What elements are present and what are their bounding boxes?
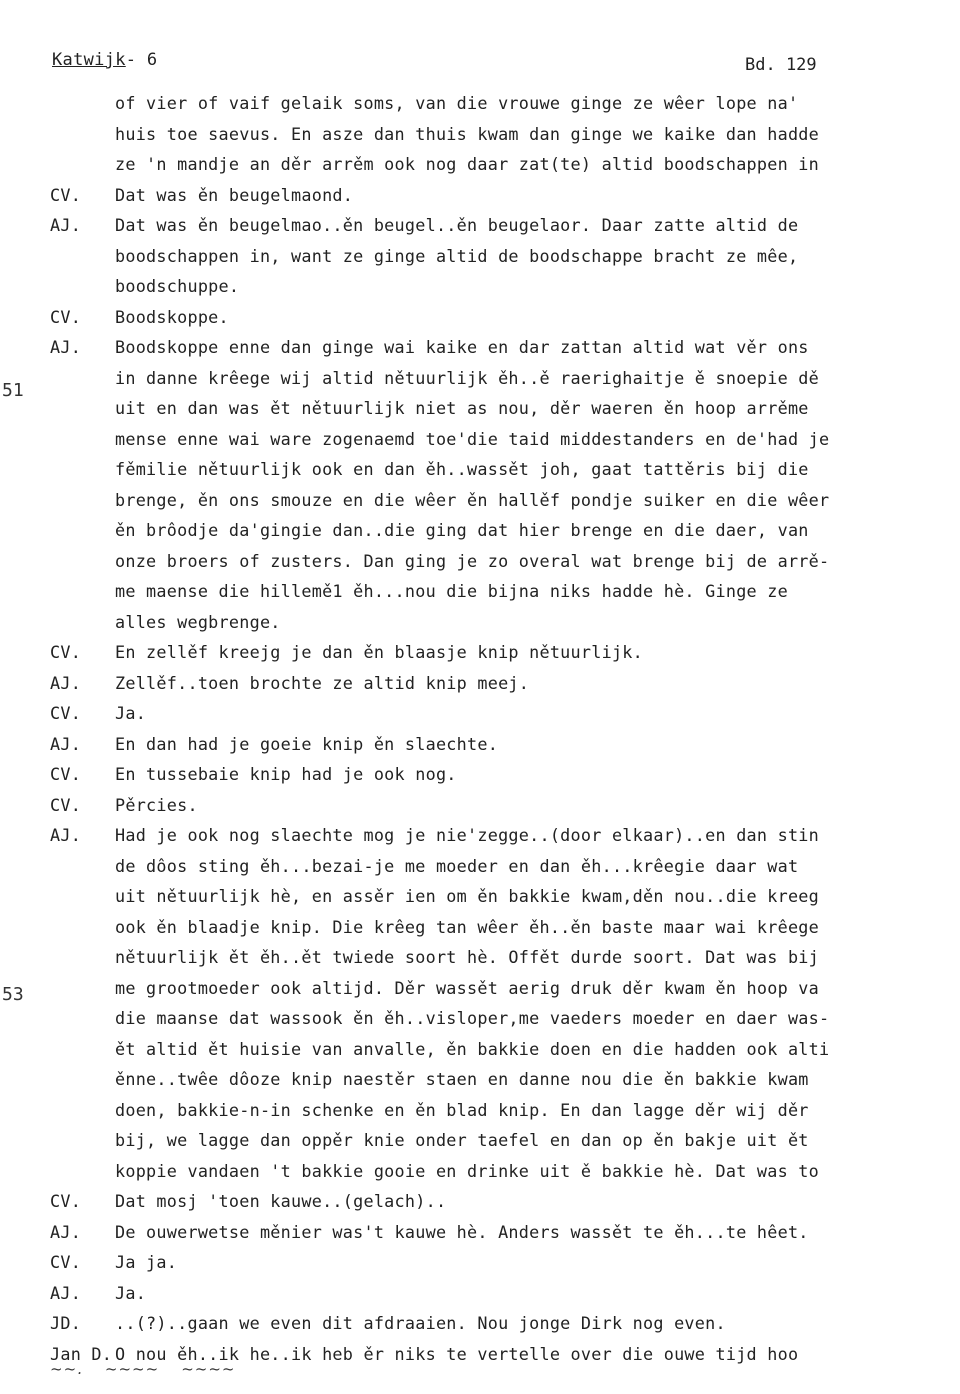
line-text: En tussebaie knip had je ook nog. bbox=[115, 764, 457, 784]
transcript-body bbox=[0, 88, 960, 1369]
transcript-line bbox=[0, 1034, 960, 1065]
line-text: fěmilie nětuurlijk ook en dan ěh..wassět joh, gaat tattěris bij die bbox=[115, 459, 809, 479]
speaker-label: CV. bbox=[50, 306, 82, 327]
line-text: En zellěf kreejg je dan ěn blaasje knip nětuurlijk. bbox=[115, 642, 644, 662]
line-text: O nou ěh..ik he..ik heb ěr niks te vertelle over die ouwe tijd hoo bbox=[115, 1343, 799, 1364]
transcript-line bbox=[0, 698, 960, 729]
transcript-line bbox=[0, 1217, 960, 1248]
transcript-line bbox=[0, 759, 960, 790]
line-text: die maanse dat wassook ěn ěh..visloper,me vaeders moeder en daer was- bbox=[115, 1008, 830, 1028]
line-text: ěn brôodje da'gingie dan..die ging dat hier brenge en die daer, van bbox=[115, 520, 809, 540]
line-text: Dat was ěn beugelmao..ěn beugel..ěn beugelaor. Daar zatte altid de bbox=[115, 215, 799, 235]
line-text: alles wegbrenge. bbox=[115, 611, 281, 632]
line-text: of vier of vaif gelaik soms, van die vrouwe ginge ze wêer lope na' bbox=[115, 93, 799, 113]
transcript-line bbox=[0, 119, 960, 150]
transcript-line bbox=[0, 1186, 960, 1217]
line-text: En dan had je goeie knip ěn slaechte. bbox=[115, 733, 499, 754]
line-text: Dat was ěn beugelmaond. bbox=[115, 184, 354, 205]
speaker-label: AJ. bbox=[50, 733, 82, 754]
transcript-line bbox=[0, 1156, 960, 1187]
line-text: nětuurlijk ět ěh..ět twiede soort hè. Offět durde soort. Dat was bij bbox=[115, 947, 820, 967]
transcript-line bbox=[0, 332, 960, 363]
transcript-line bbox=[0, 485, 960, 516]
transcript-line bbox=[0, 973, 960, 1004]
transcript-line bbox=[0, 851, 960, 882]
header-place: Katwijk bbox=[52, 50, 126, 70]
line-text: bij, we lagge dan oppěr knie onder taefel en dan op ěn bakje uit ět bbox=[115, 1130, 809, 1150]
line-text: Ja. bbox=[115, 1282, 147, 1303]
speaker-label: AJ. bbox=[50, 337, 82, 357]
transcript-line bbox=[0, 88, 960, 119]
speaker-label: CV. bbox=[50, 794, 82, 815]
transcript-line bbox=[0, 363, 960, 394]
speaker-label: AJ. bbox=[50, 825, 82, 845]
line-text: Boodskoppe enne dan ginge wai kaike en dar zattan altid wat věr ons bbox=[115, 337, 809, 357]
speaker-label: CV. bbox=[50, 703, 82, 723]
transcript-line bbox=[0, 820, 960, 851]
line-text: Dat mosj 'toen kauwe..(gelach).. bbox=[115, 1191, 447, 1211]
line-text: doen, bakkie-n-in schenke en ěn blad knip. En dan lagge děr wij děr bbox=[115, 1099, 809, 1120]
transcript-line bbox=[0, 1064, 960, 1095]
line-text: de dôos sting ěh...bezai-je me moeder en dan ěh...krêegie daar wat bbox=[115, 855, 799, 876]
line-text: me grootmoeder ook altijd. Děr wassět aerig druk děr kwam ěn hoop va bbox=[115, 977, 820, 998]
speaker-label: AJ. bbox=[50, 672, 82, 693]
speaker-label: AJ. bbox=[50, 1221, 82, 1242]
transcript-line bbox=[0, 302, 960, 333]
transcript-line bbox=[0, 1095, 960, 1126]
line-text: huis toe saevus. En asze dan thuis kwam dan ginge we kaike dan hadde bbox=[115, 123, 820, 144]
transcript-line bbox=[0, 454, 960, 485]
speaker-label: CV. bbox=[50, 642, 82, 662]
speaker-label: AJ. bbox=[50, 215, 82, 235]
speaker-label: CV. bbox=[50, 184, 82, 205]
header-band: Bd. 129 bbox=[745, 55, 817, 75]
transcript-line bbox=[0, 637, 960, 668]
speaker-label: JD. bbox=[50, 1313, 82, 1333]
line-text: boodschappen in, want ze ginge altid de boodschappe bracht ze mêe, bbox=[115, 245, 799, 266]
line-text: ze 'n mandje an děr arrěm ook nog daar zat(te) altid boodschappen in bbox=[115, 154, 820, 174]
transcript-line bbox=[0, 790, 960, 821]
transcript-line bbox=[0, 424, 960, 455]
line-text: Pěrcies. bbox=[115, 794, 198, 815]
transcript-line bbox=[0, 668, 960, 699]
line-text: ěnne..twêe dôoze knip naestěr staen en danne nou die ěn bakkie kwam bbox=[115, 1069, 809, 1089]
line-text: Had je ook nog slaechte mog je nie'zegge..(door elkaar)..en dan stin bbox=[115, 825, 820, 845]
speaker-label: CV. bbox=[50, 1191, 82, 1211]
speaker-label: CV. bbox=[50, 764, 82, 784]
line-text: ..(?)..gaan we even dit afdraaien. Nou jonge Dirk nog even. bbox=[115, 1313, 726, 1333]
transcript-line bbox=[0, 515, 960, 546]
line-text: Boodskoppe. bbox=[115, 306, 229, 327]
line-text: koppie vandaen 't bakkie gooie en drinke uit ě bakkie hè. Dat was to bbox=[115, 1160, 820, 1181]
transcript-line bbox=[0, 1247, 960, 1278]
transcript-line bbox=[0, 393, 960, 424]
line-text: brenge, ěn ons smouze en die wêer ěn hallěf pondje suiker en die wêer bbox=[115, 489, 830, 510]
header-page-ref: - 6 bbox=[125, 50, 158, 70]
line-text: Zellěf..toen brochte ze altid knip meej. bbox=[115, 672, 530, 693]
line-text: Ja ja. bbox=[115, 1252, 178, 1272]
transcript-line bbox=[0, 546, 960, 577]
line-text: in danne krêege wij altid nětuurlijk ěh..ě raerighaitje ě snoepie dě bbox=[115, 367, 820, 388]
line-text: ět altid ět huisie van anvalle, ěn bakkie doen en die hadden ook alti bbox=[115, 1038, 830, 1059]
transcript-line bbox=[0, 149, 960, 180]
transcript-line bbox=[0, 1125, 960, 1156]
transcript-line bbox=[0, 1278, 960, 1309]
transcript-line bbox=[0, 241, 960, 272]
line-text: boodschuppe. bbox=[115, 276, 240, 296]
line-text: ook ěn blaadje knip. Die krêeg tan wêer ěh..ěn baste maar wai krêege bbox=[115, 916, 820, 937]
speaker-label: AJ. bbox=[50, 1282, 82, 1303]
transcript-line bbox=[0, 912, 960, 943]
margin-note: 51 bbox=[2, 380, 24, 401]
transcript-line bbox=[0, 180, 960, 211]
line-text: De ouwerwetse měnier was't kauwe hè. Anders wassět te ěh...te hêet. bbox=[115, 1221, 809, 1242]
line-text: Ja. bbox=[115, 703, 147, 723]
line-text: uit en dan was ět nětuurlijk niet as nou, děr waeren ěn hoop arrěme bbox=[115, 398, 809, 418]
transcript-line bbox=[0, 881, 960, 912]
page-header bbox=[52, 50, 157, 70]
line-text: mense enne wai ware zogenaemd toe'die taid middestanders en de'had je bbox=[115, 428, 830, 449]
line-text: uit nětuurlijk hè, en assěr ien om ěn bakkie kwam,děn nou..die kreeg bbox=[115, 886, 820, 906]
signature-scribble: ~~. ~~~~ ~~~~ bbox=[50, 1360, 236, 1378]
transcript-line bbox=[0, 210, 960, 241]
speaker-label: CV. bbox=[50, 1252, 82, 1272]
transcript-line bbox=[0, 729, 960, 760]
margin-note: 53 bbox=[2, 984, 24, 1005]
speaker-label: Jan D. bbox=[50, 1343, 113, 1364]
line-text: onze broers of zusters. Dan ging je zo overal wat brenge bij de arrě- bbox=[115, 550, 830, 571]
transcript-line bbox=[0, 271, 960, 302]
line-text: me maense die hillemě1 ěh...nou die bijna niks hadde hè. Ginge ze bbox=[115, 581, 788, 601]
transcript-line bbox=[0, 607, 960, 638]
transcript-line bbox=[0, 1308, 960, 1339]
transcript-line bbox=[0, 576, 960, 607]
transcript-line bbox=[0, 1003, 960, 1034]
transcript-line bbox=[0, 942, 960, 973]
